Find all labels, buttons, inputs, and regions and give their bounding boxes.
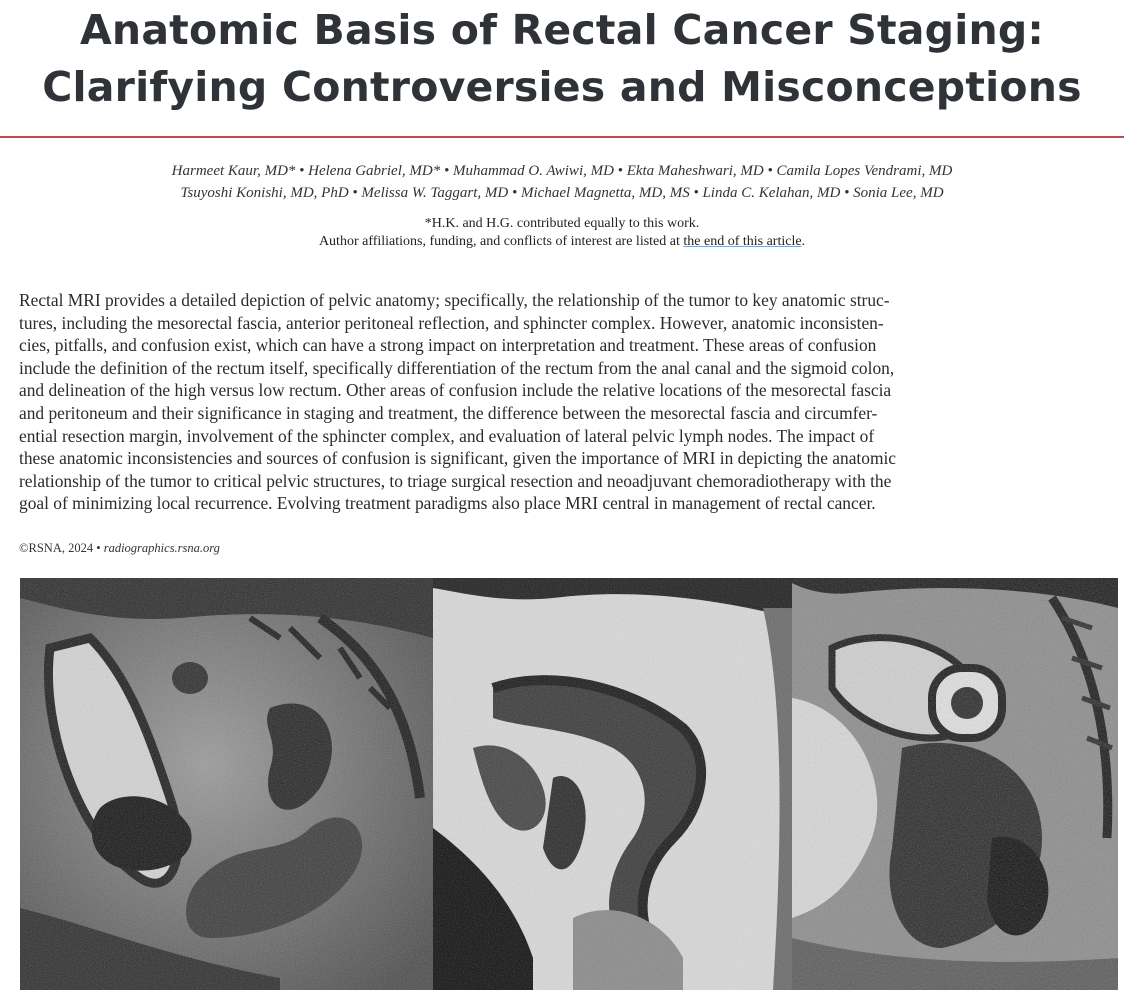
author-notes [0, 215, 1124, 251]
copyright-line [19, 541, 220, 556]
author-line-2: Tsuyoshi Konishi, MD, PhD • Melissa W. Taggart, MD • Michael Magnetta, MD, MS • Linda C. Kelahan, MD • Sonia Lee, MD [180, 185, 944, 201]
mri-panel-1 [20, 578, 433, 990]
abstract-line: tures, including the mesorectal fascia, anterior peritoneal reflection, and sphincter complex. However, anatomic inconsisten- [19, 312, 884, 333]
abstract-line: goal of minimizing local recurrence. Evolving treatment paradigms also place MRI central in management of rectal cancer. [19, 493, 876, 514]
abstract-line: cies, pitfalls, and confusion exist, which can have a strong impact on interpretation and treatment. These areas of confusion [19, 335, 877, 356]
author-line-1: Harmeet Kaur, MD* • Helena Gabriel, MD* • Muhammad O. Awiwi, MD • Ekta Maheshwari, MD • Camila Lopes Vendrami, MD [171, 163, 953, 179]
abstract-line: ential resection margin, involvement of the sphincter complex, and evaluation of lateral pelvic lymph nodes. The impact of [19, 425, 875, 446]
abstract-line: these anatomic inconsistencies and sources of confusion is significant, given the importance of MRI in depicting the anatomic [19, 448, 897, 469]
copyright-site[interactable]: radiographics.rsna.org [103, 541, 220, 555]
affiliation-note [0, 233, 1124, 251]
title-line-1: Anatomic Basis of Rectal Cancer Staging: [80, 6, 1044, 54]
affiliation-note-suffix: . [801, 234, 806, 249]
abstract [19, 289, 1109, 515]
abstract-line: relationship of the tumor to critical pelvic structures, to triage surgical resection and neoadjuvant chemoradiotherapy with the [19, 470, 892, 491]
abstract-line: and delineation of the high versus low rectum. Other areas of confusion include the relative locations of the mesorectal fascia [19, 380, 892, 401]
mri-panel-2 [433, 578, 792, 990]
mri-figure [20, 578, 1118, 990]
abstract-line: include the definition of the rectum itself, specifically differentiation of the rectum from the anal canal and the sigmoid colon, [19, 357, 895, 378]
copyright-prefix: ©RSNA, 2024 • [19, 541, 104, 555]
article-title [0, 2, 1124, 116]
affiliation-link[interactable]: the end of this article [683, 234, 802, 249]
mri-image-2 [433, 578, 792, 990]
mri-panel-3 [792, 578, 1118, 990]
affiliation-note-prefix: Author affiliations, funding, and conflicts of interest are listed at [318, 234, 684, 249]
abstract-line: and peritoneum and their significance in staging and treatment, the difference between the mesorectal fascia and circumfer- [19, 402, 878, 423]
mri-image-3 [792, 578, 1118, 990]
abstract-line: Rectal MRI provides a detailed depiction of pelvic anatomy; specifically, the relationship of the tumor to key anatomic struc- [19, 290, 890, 310]
title-divider [0, 136, 1124, 138]
title-line-2: Clarifying Controversies and Misconceptions [42, 63, 1082, 111]
contribution-note: *H.K. and H.G. contributed equally to this work. [424, 216, 700, 231]
author-list [0, 160, 1124, 204]
mri-image-1 [20, 578, 433, 990]
